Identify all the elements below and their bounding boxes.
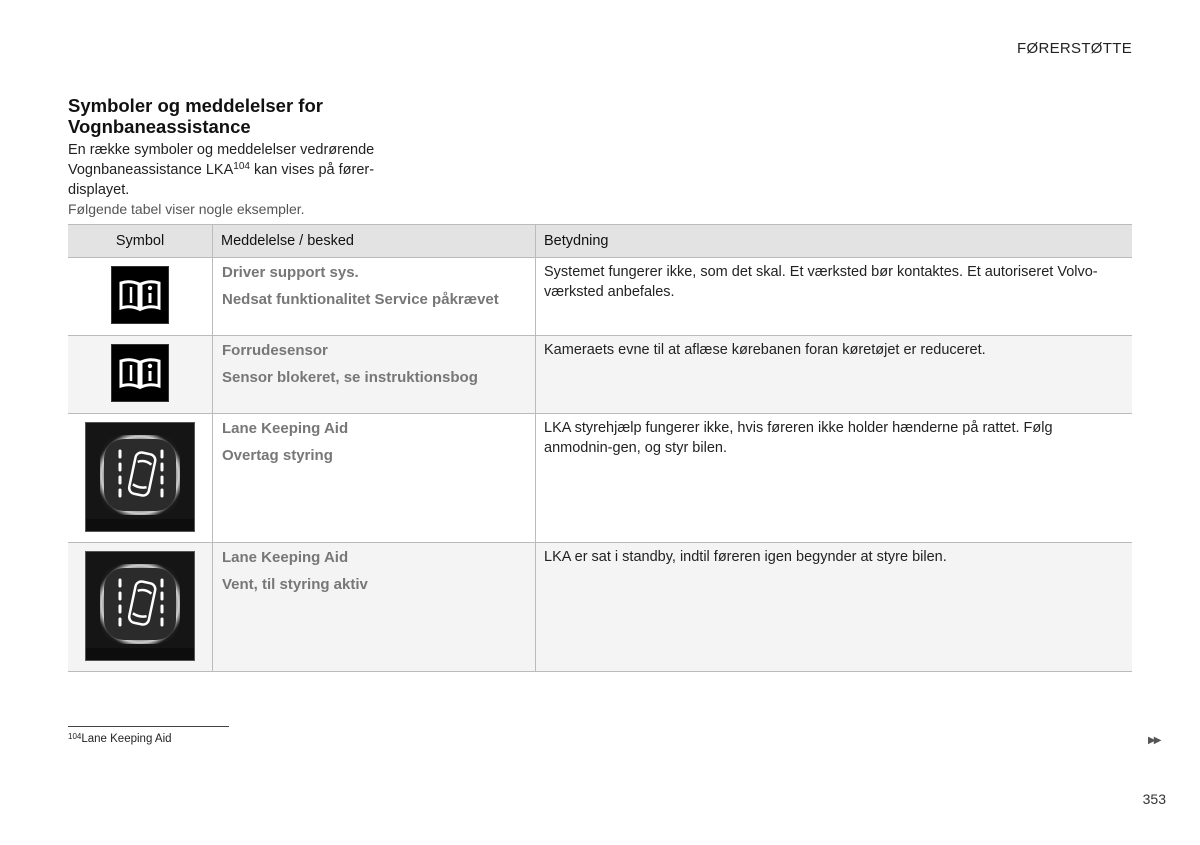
message-cell xyxy=(213,258,536,336)
message-subtitle: Overtag styring xyxy=(222,447,333,464)
message-title: Forrudesensor xyxy=(222,342,328,359)
page-number: 353 xyxy=(1142,791,1166,807)
symbol-cell xyxy=(68,258,213,336)
message-cell xyxy=(213,543,536,672)
table-caption: Følgende tabel viser nogle eksempler. xyxy=(68,201,305,217)
header-message: Meddelelse / besked xyxy=(213,225,536,258)
message-subtitle: Nedsat funktionalitet Service påkrævet xyxy=(222,291,499,308)
footnote-ref[interactable]: 104 xyxy=(233,161,250,172)
footnote xyxy=(68,732,172,745)
message-cell xyxy=(213,336,536,414)
double-arrow-right-icon[interactable]: ▶▶ xyxy=(1148,735,1160,746)
symbols-table xyxy=(68,224,1132,672)
meaning-cell xyxy=(536,336,1133,414)
intro-text-cont: kan vises på fører-displayet. xyxy=(68,162,375,198)
table-row xyxy=(68,258,1132,336)
meaning-cell xyxy=(536,543,1133,672)
header-symbol: Symbol xyxy=(68,225,213,258)
intro-paragraph xyxy=(68,140,408,200)
manual-info-icon xyxy=(111,344,169,402)
meaning-text: Systemet fungerer ikke, som det skal. Et værksted bør kontaktes. Et autoriseret Volvo-værksted anbefales. xyxy=(544,264,1098,300)
lane-keeping-aid-icon xyxy=(85,422,195,532)
footnote-number: 104 xyxy=(68,732,82,741)
footnote-divider xyxy=(68,726,229,727)
meaning-text: LKA er sat i standby, indtil føreren igen begynder at styre bilen. xyxy=(544,549,947,565)
table-row xyxy=(68,543,1132,672)
symbol-cell xyxy=(68,543,213,672)
meaning-text: Kameraets evne til at aflæse kørebanen foran køretøjet er reduceret. xyxy=(544,342,986,358)
message-subtitle: Sensor blokeret, se instruktionsbog xyxy=(222,369,478,386)
section-header: FØRERSTØTTE xyxy=(1017,40,1132,57)
intro-text: En række symboler og meddelelser vedrørende Vognbaneassistance LKA xyxy=(68,142,375,178)
footnote-text: Lane Keeping Aid xyxy=(81,733,172,745)
table-row xyxy=(68,336,1132,414)
message-subtitle: Vent, til styring aktiv xyxy=(222,576,368,593)
symbol-cell xyxy=(68,414,213,543)
message-title: Lane Keeping Aid xyxy=(222,420,349,437)
message-cell xyxy=(213,414,536,543)
meaning-cell xyxy=(536,258,1133,336)
manual-info-icon xyxy=(111,266,169,324)
header-meaning: Betydning xyxy=(536,225,1133,258)
table-header-row xyxy=(68,225,1132,258)
lane-keeping-aid-icon xyxy=(85,551,195,661)
meaning-text: LKA styrehjælp fungerer ikke, hvis føreren ikke holder hænderne på rattet. Følg anmodnin-gen, og styr bilen. xyxy=(544,420,1053,456)
symbol-cell xyxy=(68,336,213,414)
message-title: Driver support sys. xyxy=(222,264,359,281)
table-row xyxy=(68,414,1132,543)
message-title: Lane Keeping Aid xyxy=(222,549,349,566)
page-title: Symboler og meddelelser for Vognbaneassistance xyxy=(68,95,323,137)
meaning-cell xyxy=(536,414,1133,543)
